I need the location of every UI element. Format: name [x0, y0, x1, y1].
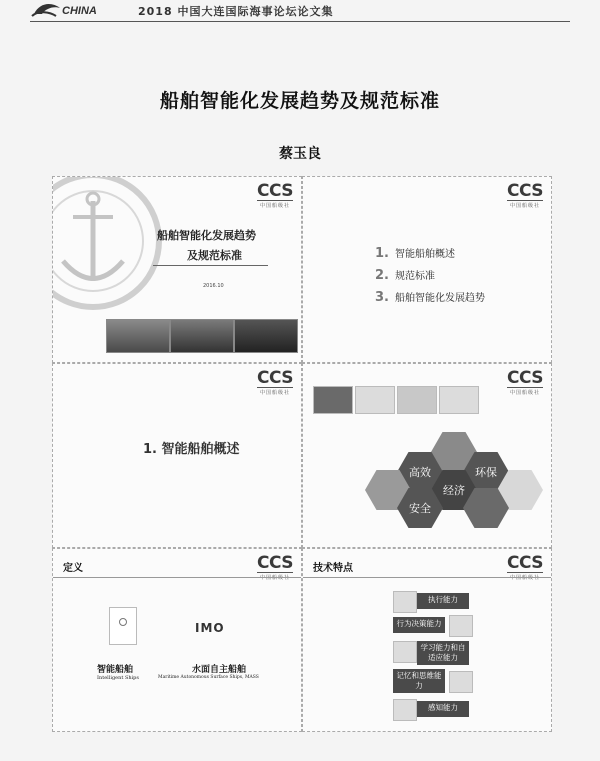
feature-illustration: [393, 699, 417, 721]
toc-item: [375, 267, 435, 283]
ccs-logo-text: CCS: [506, 553, 543, 573]
toc-label: 智能船舶概述: [394, 249, 455, 260]
hex-label-safety: 安全: [409, 502, 431, 515]
ccs-logo-subtitle: 中国船级社: [257, 572, 293, 581]
feature-box-decision: 行为决策能力: [393, 617, 445, 633]
ccs-logo-text: CCS: [506, 181, 543, 201]
slide-6-tech-features: [302, 548, 552, 732]
banner-image-1: [313, 386, 353, 414]
ccs-logo: [257, 370, 293, 396]
ship-photo-2: [170, 319, 234, 353]
feature-illustration: [393, 641, 417, 663]
document-cover-thumbnail: [109, 607, 137, 645]
ccs-logo-subtitle: 中国船级社: [507, 200, 543, 209]
toc-item: [375, 245, 455, 261]
ccs-logo-text: CCS: [256, 181, 293, 201]
anchor-seal-watermark: [52, 176, 183, 321]
ship-photo-3: [234, 319, 298, 353]
slide-5-definition: [52, 548, 302, 732]
cover-title-rule: [153, 265, 268, 266]
running-title: 2018 中国大连国际海事论坛论文集: [138, 5, 334, 18]
definition-left-cn: 智能船舶: [97, 665, 134, 675]
hex-label-eco: 环保: [475, 466, 497, 479]
ccs-logo: [507, 183, 543, 209]
ccs-logo-subtitle: 中国船级社: [507, 572, 543, 581]
ccs-logo-text: CCS: [256, 368, 293, 388]
feature-illustration: [393, 591, 417, 613]
feature-box-perception: 感知能力: [417, 701, 469, 717]
header-rule: [30, 21, 570, 22]
banner-image-2: [355, 386, 395, 414]
toc-number: 3.: [375, 290, 389, 305]
slide-title-rule: [303, 577, 551, 578]
slide-title: 定义: [63, 563, 83, 574]
toc-label: 规范标准: [394, 271, 435, 282]
ccs-logo: [507, 370, 543, 396]
banner-image-3-big-data: [397, 386, 437, 414]
toc-number: 2.: [375, 268, 389, 283]
feature-box-learning: 学习能力和自适应能力: [417, 641, 469, 665]
section-heading: 1. 智能船舶概述: [143, 442, 240, 457]
ccs-logo-text: CCS: [256, 553, 293, 573]
feature-illustration: [449, 615, 473, 637]
ccs-logo-subtitle: 中国船级社: [507, 387, 543, 396]
feature-box-memory: 记忆和思维能力: [393, 669, 445, 693]
slide-1-cover: [52, 176, 302, 363]
feature-box-execution: 执行能力: [417, 593, 469, 609]
feature-illustration: [449, 671, 473, 693]
cover-title-line1: 船舶智能化发展趋势: [157, 229, 256, 242]
hex-label-economy: 经济: [443, 484, 465, 497]
banner-image-4: [439, 386, 479, 414]
imo-logo: IMO: [195, 621, 225, 635]
definition-right-en: Maritime Autonomous Surface Ships, MASS: [158, 675, 259, 680]
toc-number: 1.: [375, 246, 389, 261]
ccs-logo-subtitle: 中国船级社: [257, 200, 293, 209]
toc-label: 船舶智能化发展趋势: [394, 293, 485, 304]
slide-title: 技术特点: [313, 563, 353, 574]
ship-photo-1: [106, 319, 170, 353]
hex-label-efficient: 高效: [409, 466, 431, 479]
article-author: 蔡玉良: [279, 146, 321, 162]
slide-3-section: [52, 363, 302, 548]
definition-left-en: Intelligent Ships: [97, 675, 139, 681]
article-title: 船舶智能化发展趋势及规范标准: [159, 90, 440, 112]
definition-right-cn: 水面自主船舶: [192, 665, 247, 675]
ccs-logo-subtitle: 中国船级社: [257, 387, 293, 396]
ccs-logo-text: CCS: [506, 368, 543, 388]
ccs-logo: [257, 183, 293, 209]
slide-4-hexagons: [302, 363, 552, 548]
china-logo: [30, 0, 122, 20]
slide-title-rule: [53, 577, 301, 578]
cover-date: 2016.10: [203, 283, 224, 289]
cover-title-line2: 及规范标准: [187, 249, 242, 262]
toc-item: [375, 289, 485, 305]
china-logo-text: CHINA: [62, 5, 97, 17]
slide-2-contents: [302, 176, 552, 363]
